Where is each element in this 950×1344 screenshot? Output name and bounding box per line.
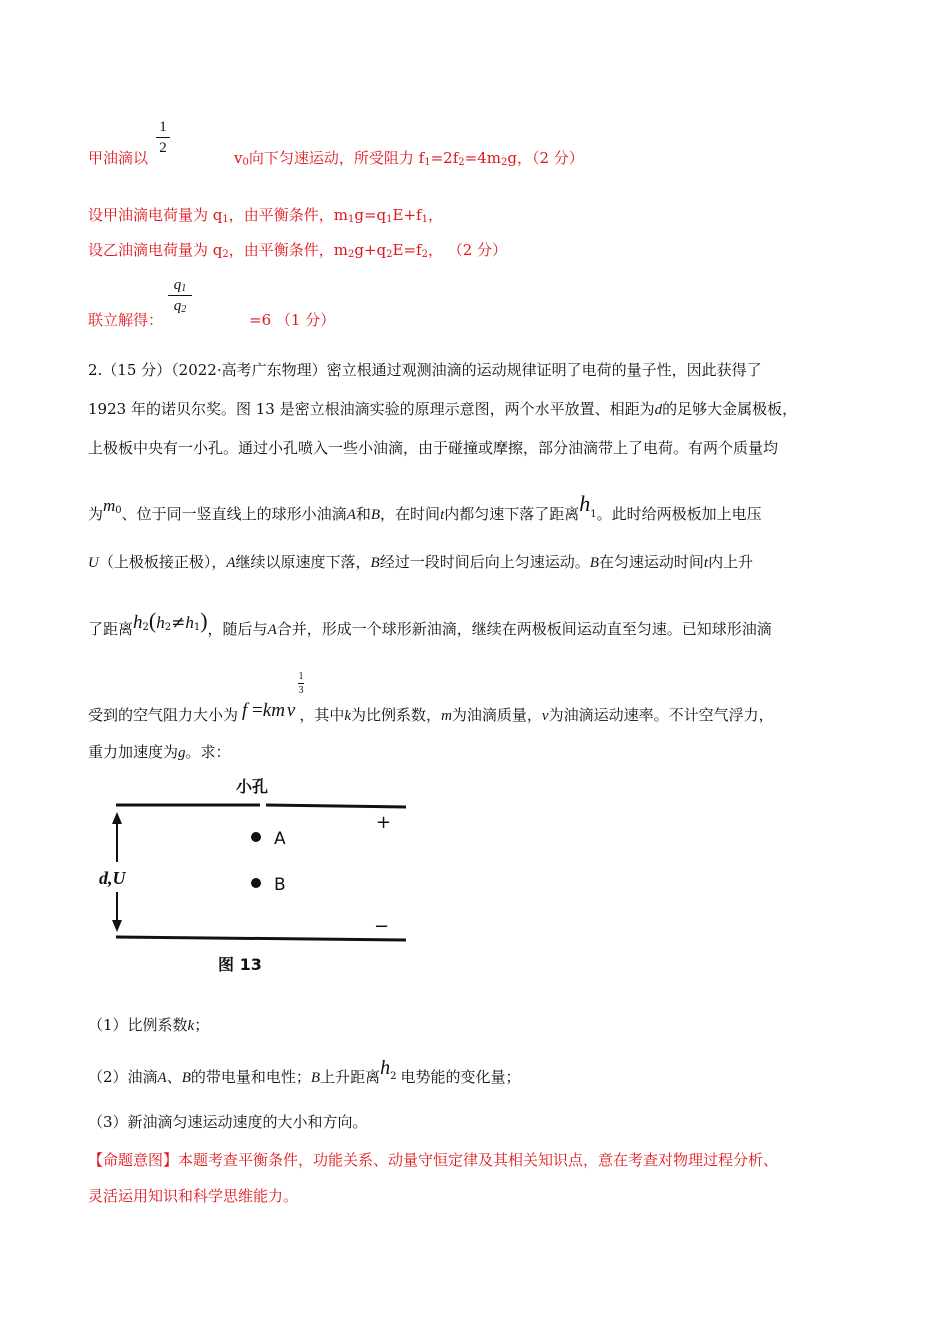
- bottom-plate: [116, 937, 406, 940]
- solution-line-1: 甲油滴以 $v_0$向下匀速运动，所受阻力 $f_1=2f_2=4m_2g$，（2 分）: [88, 149, 584, 168]
- solution-line-3: 设乙油滴电荷量为 $q_2$，由平衡条件，$m_2g+q_2E=f_2$， （2 分）: [88, 241, 508, 260]
- question-3: （3）新油滴匀速运动速度的大小和方向。: [88, 1113, 368, 1131]
- question-2: （2）油滴A、B的带电量和电性；B上升距离$h_2$ 电势能的变化量；: [88, 1057, 521, 1086]
- problem-line-2: 1923 年的诺贝尔奖。图 13 是密立根油滴实验的原理示意图，两个水平放置、相距为d的足够大金属极板，: [88, 400, 798, 418]
- droplet-a: [251, 832, 261, 842]
- intent-line-2: 灵活运用知识和科学思维能力。: [88, 1187, 299, 1205]
- question-1: （1）比例系数k；: [88, 1016, 210, 1034]
- droplet-b-label: B: [274, 875, 286, 895]
- problem-line-1: 2.（15 分）（2022·高考广东物理）密立根通过观测油滴的运动规律证明了电荷的量子性，因此获得了: [88, 361, 762, 379]
- droplet-b: [251, 878, 261, 888]
- h2-condition-math: $h_2(h_2\ne h_1)$: [133, 608, 208, 633]
- problem-line-5: U（上极板接正极），A继续以原速度下落，B经过一段时间后向上匀速运动。B在匀速运动时间t内上升: [88, 553, 754, 571]
- problem-line-3: 上极板中央有一小孔。通过小孔喷入一些小油滴，由于碰撞或摩擦，部分油滴带上了电荷。有两个质量均: [88, 439, 779, 457]
- ratio-numerator: $q_1$: [173, 277, 187, 294]
- minus-sign: −: [374, 916, 390, 937]
- millikan-apparatus-figure: [88, 772, 428, 982]
- solution-line-4: 联立解得： =6 （1 分）: [88, 311, 336, 329]
- gap-label: d,U: [99, 868, 126, 888]
- problem-line-6: 了距离$h_2(h_2\ne h_1)$，随后与A合并，形成一个球形新油滴，继续在两极板间运动直至匀速。已知球形油滴: [88, 608, 772, 638]
- problem-line-7: 受到的空气阻力大小为 f =km 1 3 v ，其中k为比例系数，m为油滴质量，v为油滴运动速率。不计空气浮力，: [88, 671, 774, 724]
- intent-line-1: 【命题意图】本题考查平衡条件，功能关系、动量守恒定律及其相关知识点，意在考查对物理过程分析、: [88, 1151, 779, 1169]
- top-plate-right: [266, 805, 406, 807]
- ratio-denominator: $q_2$: [173, 298, 187, 315]
- problem-line-4: 为$m_0$、位于同一竖直线上的球形小油滴A和B，在时间t内都匀速下落了距离$h_1$。此时给两极板加上电压: [88, 491, 762, 523]
- frac-denominator: 2: [159, 140, 167, 156]
- plus-sign: +: [376, 812, 392, 833]
- ratio-bar: [168, 295, 192, 296]
- droplet-a-label: A: [274, 829, 286, 849]
- gap-arrow-head-down: [112, 920, 122, 932]
- solution-line-2: 设甲油滴电荷量为 $q_1$，由平衡条件，$m_1g=q_1E+f_1$，: [88, 206, 443, 225]
- figure-caption: 图 13: [218, 955, 262, 974]
- frac-bar: [156, 137, 170, 138]
- gap-arrow-head-up: [112, 812, 122, 824]
- exponent-fraction: 1 3: [298, 671, 304, 696]
- hole-label: 小孔: [236, 777, 269, 796]
- frac-numerator: 1: [159, 119, 167, 135]
- drag-formula: f =km 1 3 v: [242, 671, 304, 721]
- problem-line-8: 重力加速度为g。求：: [88, 743, 231, 761]
